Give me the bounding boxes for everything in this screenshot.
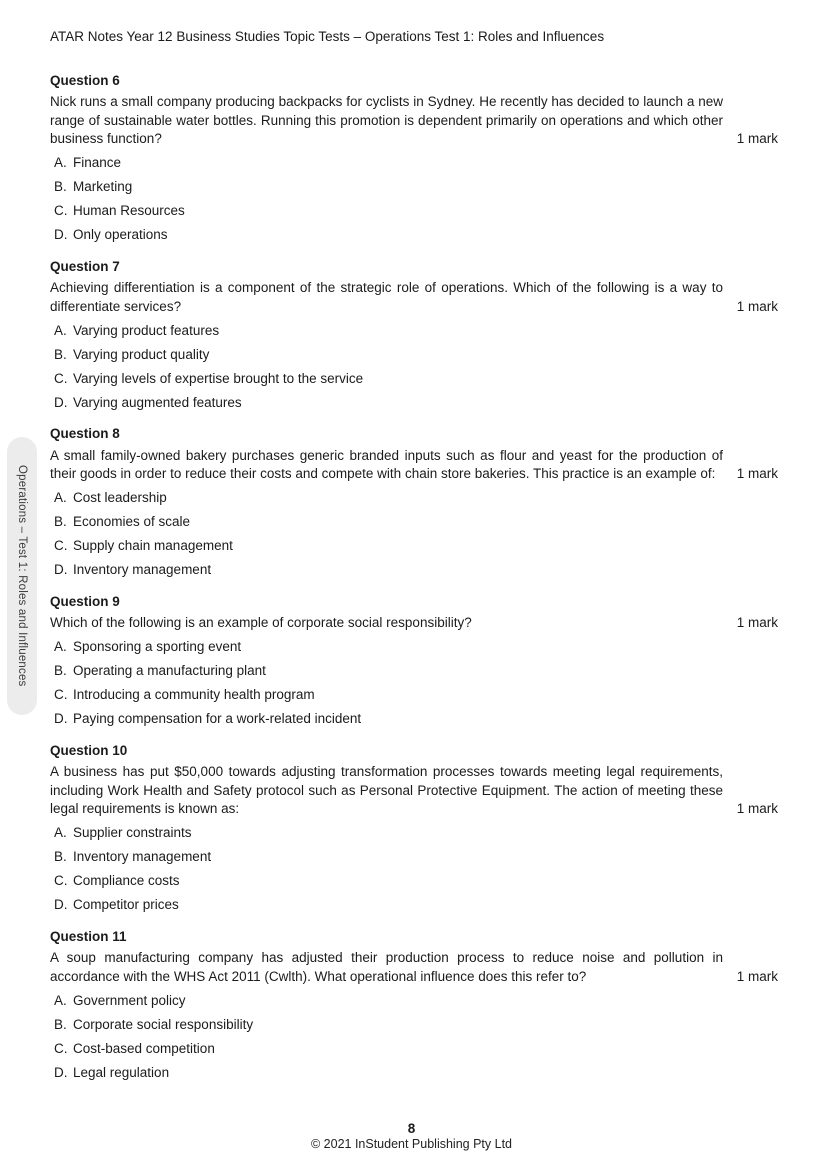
copyright-notice: © 2021 InStudent Publishing Pty Ltd bbox=[310, 1137, 512, 1151]
options-list bbox=[50, 988, 723, 1084]
option-b bbox=[50, 1012, 723, 1036]
question-body bbox=[50, 949, 778, 986]
page-number: 8 bbox=[407, 1121, 416, 1136]
option-letter: D. bbox=[54, 1064, 68, 1080]
option-text: Only operations bbox=[73, 227, 168, 242]
question-text: A soup manufacturing company has adjusted their production process to reduce noise and pollution in accordance with the WHS Act 2011 (Cwlth). What operational influence does this refer to? bbox=[50, 950, 723, 984]
side-tab bbox=[7, 437, 37, 715]
option-letter: B. bbox=[54, 514, 67, 529]
option-d bbox=[50, 1060, 723, 1084]
option-text: Marketing bbox=[73, 179, 133, 194]
option-b bbox=[50, 342, 723, 366]
options-list bbox=[50, 821, 723, 917]
question-body bbox=[50, 763, 778, 819]
option-letter: C. bbox=[54, 203, 68, 218]
option-b bbox=[50, 659, 723, 683]
option-letter: A. bbox=[54, 825, 67, 840]
marks-label: 1 mark bbox=[736, 298, 778, 314]
questions-area bbox=[50, 72, 778, 1085]
question-10 bbox=[50, 742, 778, 917]
option-letter: C. bbox=[54, 687, 68, 702]
option-a bbox=[50, 635, 723, 659]
option-letter: D. bbox=[54, 562, 68, 577]
option-letter: A. bbox=[54, 639, 67, 654]
side-tab-label: Operations – Test 1: Roles and Influences bbox=[16, 465, 28, 687]
option-letter: D. bbox=[54, 394, 68, 410]
question-body bbox=[50, 447, 778, 484]
option-c bbox=[50, 869, 723, 893]
option-letter: D. bbox=[54, 897, 68, 912]
option-letter: A. bbox=[54, 490, 67, 505]
question-body bbox=[50, 93, 778, 149]
option-text: Compliance costs bbox=[73, 873, 180, 888]
option-a bbox=[50, 151, 723, 175]
option-letter: B. bbox=[54, 1016, 67, 1032]
option-text: Operating a manufacturing plant bbox=[73, 663, 266, 678]
question-text: A business has put $50,000 towards adjusting transformation processes towards meeting legal requirements, including Work Health and Safety protocol such as Personal Protective Equipment. The action of meeting these legal requirements is known as: bbox=[50, 764, 723, 816]
page-header: ATAR Notes Year 12 Business Studies Topic Tests – Operations Test 1: Roles and Influences bbox=[50, 29, 605, 44]
option-text: Supplier constraints bbox=[73, 825, 192, 840]
option-text: Human Resources bbox=[73, 203, 185, 218]
page-footer bbox=[0, 1121, 823, 1152]
option-d bbox=[50, 223, 723, 247]
option-text: Sponsoring a sporting event bbox=[73, 639, 242, 654]
option-b bbox=[50, 845, 723, 869]
option-text: Supply chain management bbox=[73, 538, 233, 553]
marks-label: 1 mark bbox=[736, 466, 778, 481]
option-c bbox=[50, 683, 723, 707]
option-letter: A. bbox=[54, 155, 67, 170]
options-list bbox=[50, 318, 723, 414]
options-list bbox=[50, 151, 723, 247]
option-c bbox=[50, 366, 723, 390]
option-d bbox=[50, 390, 723, 414]
option-letter: C. bbox=[54, 370, 68, 386]
option-text: Finance bbox=[73, 155, 122, 170]
option-letter: C. bbox=[54, 873, 68, 888]
option-text: Legal regulation bbox=[73, 1064, 170, 1080]
option-text: Economies of scale bbox=[73, 514, 191, 529]
marks-label: 1 mark bbox=[736, 968, 778, 984]
options-list bbox=[50, 635, 723, 731]
option-d bbox=[50, 558, 723, 582]
question-body bbox=[50, 614, 778, 633]
option-letter: B. bbox=[54, 346, 67, 362]
option-letter: B. bbox=[54, 179, 67, 194]
option-letter: A. bbox=[54, 322, 67, 338]
marks-label: 1 mark bbox=[736, 615, 778, 630]
option-a bbox=[50, 318, 723, 342]
option-text: Varying augmented features bbox=[73, 394, 242, 410]
option-b bbox=[50, 510, 723, 534]
question-title: Question 9 bbox=[50, 593, 120, 609]
question-title: Question 6 bbox=[50, 72, 120, 88]
option-text: Government policy bbox=[73, 992, 186, 1008]
question-title: Question 8 bbox=[50, 426, 120, 441]
option-text: Inventory management bbox=[73, 849, 212, 864]
option-text: Varying levels of expertise brought to the service bbox=[73, 370, 364, 386]
question-8 bbox=[50, 426, 778, 582]
marks-label: 1 mark bbox=[736, 131, 778, 146]
question-6 bbox=[50, 72, 778, 247]
option-b bbox=[50, 175, 723, 199]
question-text: Achieving differentiation is a component of the strategic role of operations. Which of the following is a way to differentiate services? bbox=[50, 280, 723, 314]
question-title: Question 7 bbox=[50, 258, 120, 274]
question-body bbox=[50, 279, 778, 316]
option-text: Introducing a community health program bbox=[73, 687, 315, 702]
option-text: Paying compensation for a work-related incident bbox=[73, 711, 362, 726]
question-title: Question 11 bbox=[50, 928, 127, 944]
question-text: Nick runs a small company producing backpacks for cyclists in Sydney. He recently has decided to launch a new range of sustainable water bottles. Running this promotion is dependent primarily on operations and which other business function? bbox=[50, 94, 723, 146]
option-a bbox=[50, 821, 723, 845]
question-11 bbox=[50, 928, 778, 1085]
option-text: Inventory management bbox=[73, 562, 212, 577]
option-text: Varying product quality bbox=[73, 346, 210, 362]
option-text: Corporate social responsibility bbox=[73, 1016, 254, 1032]
question-text: A small family-owned bakery purchases generic branded inputs such as flour and yeast for the production of their goods in order to reduce their costs and compete with chain store bakeries. This practice is an example of: bbox=[50, 447, 723, 481]
option-d bbox=[50, 707, 723, 731]
option-text: Cost-based competition bbox=[73, 1040, 215, 1056]
option-text: Varying product features bbox=[73, 322, 220, 338]
option-text: Cost leadership bbox=[73, 490, 167, 505]
option-a bbox=[50, 988, 723, 1012]
options-list bbox=[50, 486, 723, 582]
option-a bbox=[50, 486, 723, 510]
option-text: Competitor prices bbox=[73, 897, 179, 912]
question-title: Question 10 bbox=[50, 742, 128, 758]
question-text: Which of the following is an example of corporate social responsibility? bbox=[50, 615, 472, 630]
marks-label: 1 mark bbox=[736, 801, 778, 816]
option-c bbox=[50, 199, 723, 223]
option-d bbox=[50, 893, 723, 917]
option-letter: A. bbox=[54, 992, 67, 1008]
question-7 bbox=[50, 258, 778, 415]
option-letter: B. bbox=[54, 849, 67, 864]
question-9 bbox=[50, 593, 778, 731]
option-letter: B. bbox=[54, 663, 67, 678]
option-letter: D. bbox=[54, 711, 68, 726]
option-letter: C. bbox=[54, 538, 68, 553]
option-c bbox=[50, 534, 723, 558]
option-letter: D. bbox=[54, 227, 68, 242]
option-letter: C. bbox=[54, 1040, 68, 1056]
option-c bbox=[50, 1036, 723, 1060]
